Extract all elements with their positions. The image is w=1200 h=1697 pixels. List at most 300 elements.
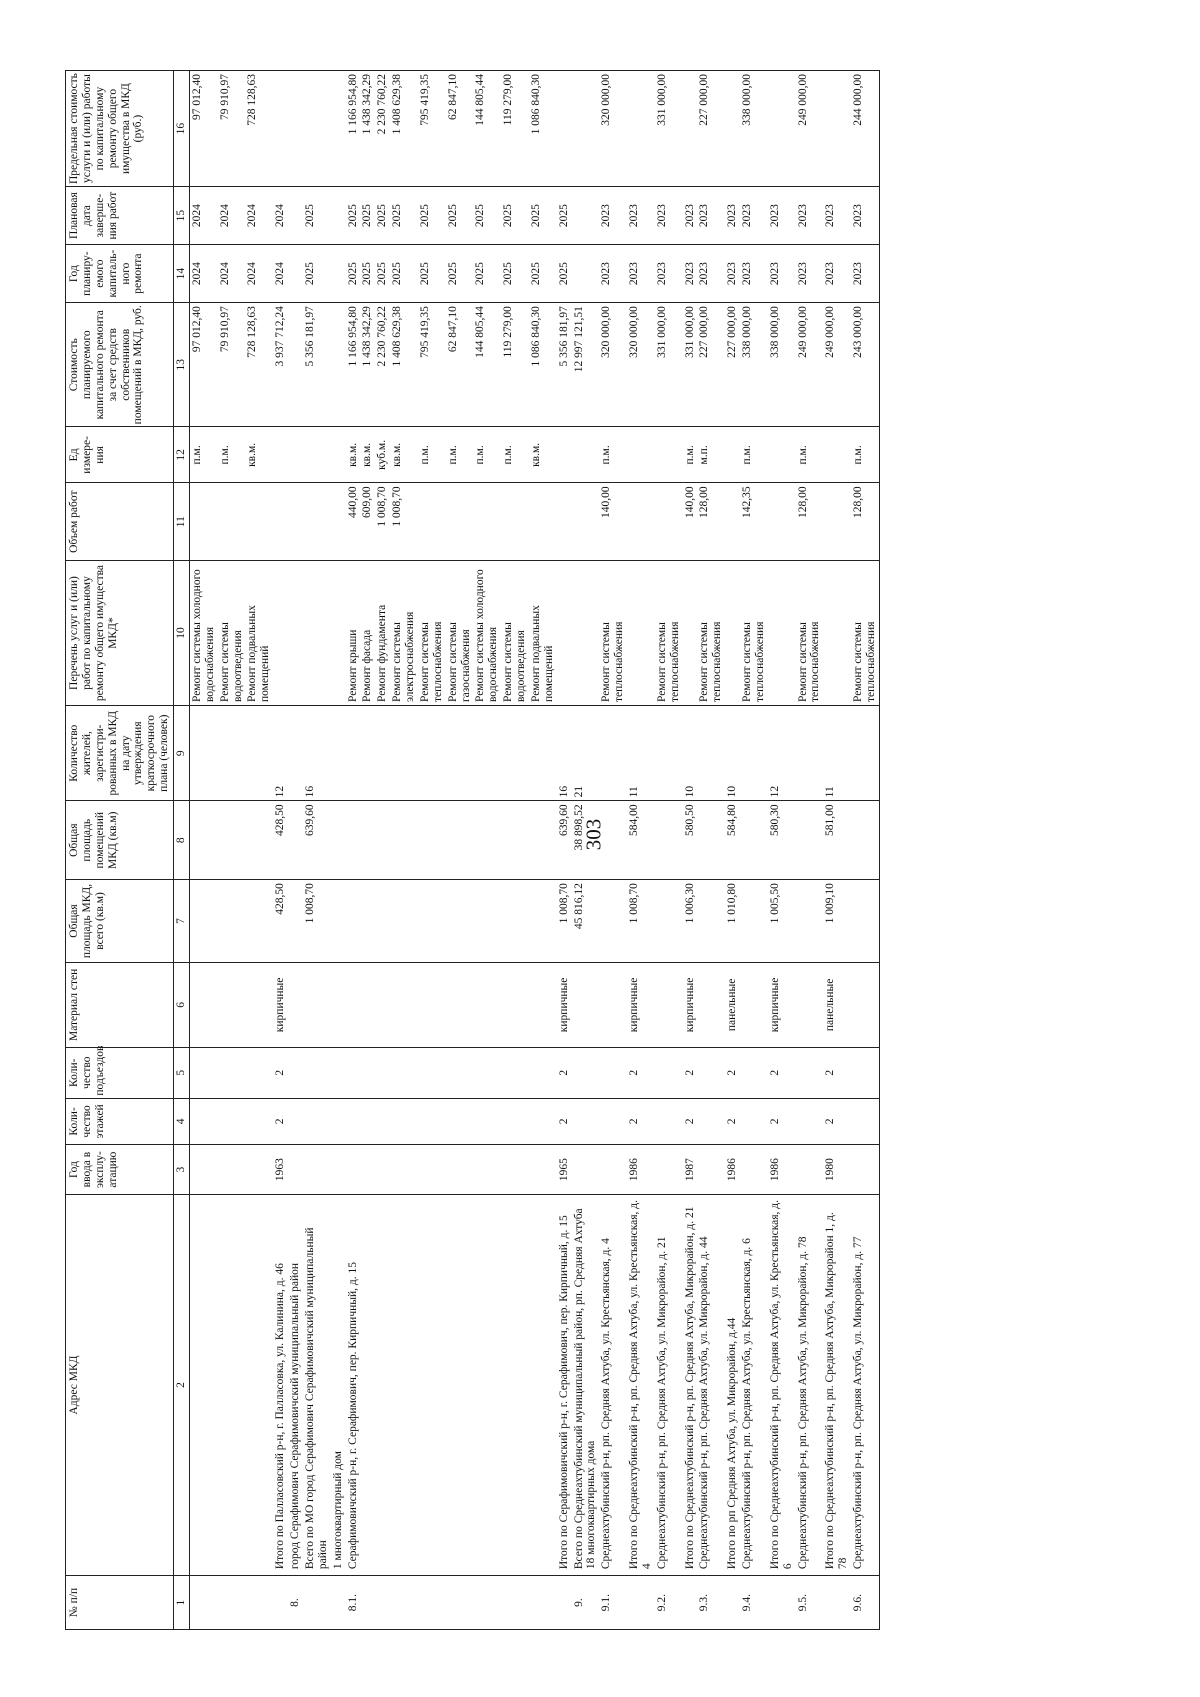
wall-material-cell	[572, 962, 600, 1047]
floors-cell	[390, 1098, 418, 1145]
premises-area-cell	[375, 801, 390, 880]
volume-cell: 140,00	[683, 483, 698, 561]
repair-year-cell: 2024	[189, 245, 217, 303]
row-number: 9.6.	[851, 1576, 879, 1630]
table-row	[572, 71, 600, 1630]
floors-cell	[529, 1098, 557, 1145]
address-cell: Всего по Среднеахтубинский муниципальный район, рп. Средняя Ахтуба 18 многоквартирных дома	[572, 1194, 600, 1575]
completion-date-cell: 2025	[346, 187, 361, 245]
address-cell: Среднеахтубинский р-н, рп. Средняя Ахтуба, ул. Микрорайон, д. 44	[697, 1194, 725, 1575]
row-number	[273, 1576, 288, 1630]
floors-cell	[288, 1098, 303, 1145]
work-type-cell	[627, 561, 655, 706]
completion-date-cell: 2023	[697, 187, 725, 245]
completion-date-cell	[331, 187, 346, 245]
table-row	[501, 71, 529, 1630]
premises-area-cell	[360, 801, 375, 880]
repair-year-cell: 2025	[346, 245, 361, 303]
commission-year-cell	[418, 1145, 446, 1195]
volume-cell	[572, 483, 600, 561]
floors-cell: 2	[823, 1098, 851, 1145]
column-number: 11	[174, 483, 190, 561]
unit-cell	[273, 427, 288, 483]
unit-cell: п.м.	[218, 427, 246, 483]
address-cell: Среднеахтубинский р-н, рп. Средняя Ахтуба, ул. Микрорайон, д. 77	[851, 1194, 879, 1575]
max-cost-cell	[725, 71, 740, 187]
table-row	[360, 71, 375, 1630]
completion-date-cell: 2025	[375, 187, 390, 245]
commission-year-cell: 1986	[768, 1145, 796, 1195]
entrances-cell: 2	[683, 1047, 698, 1098]
address-cell	[375, 1194, 390, 1575]
unit-cell: м.п.	[697, 427, 725, 483]
cost-cell: 249 000,00	[823, 303, 851, 427]
floors-cell	[346, 1098, 361, 1145]
entrances-cell	[655, 1047, 683, 1098]
completion-date-cell: 2023	[725, 187, 740, 245]
max-cost-cell	[768, 71, 796, 187]
completion-date-cell	[288, 187, 303, 245]
work-type-cell: Ремонт системы холодного водоснабжения	[189, 561, 217, 706]
table-row	[683, 71, 698, 1630]
completion-date-cell: 2023	[627, 187, 655, 245]
premises-area-cell	[473, 801, 501, 880]
residents-cell	[360, 706, 375, 801]
address-cell: Итого по Серафимовичский р-н, г. Серафимович, пер. Кирпичный, д. 15	[557, 1194, 572, 1575]
address-cell: город Серафимович Серафимовичский муниципальный район	[288, 1194, 303, 1575]
repair-year-cell: 2023	[655, 245, 683, 303]
table-row	[599, 71, 627, 1630]
residents-cell	[418, 706, 446, 801]
row-number: 9.3.	[697, 1576, 725, 1630]
unit-cell	[627, 427, 655, 483]
total-area-cell	[218, 880, 246, 963]
row-number	[683, 1576, 698, 1630]
cost-cell: 331 000,00	[655, 303, 683, 427]
address-cell	[390, 1194, 418, 1575]
work-type-cell: Ремонт системы теплоснабжения	[418, 561, 446, 706]
max-cost-cell: 1 166 954,80	[346, 71, 361, 187]
wall-material-cell	[851, 962, 879, 1047]
wall-material-cell	[390, 962, 418, 1047]
row-number	[768, 1576, 796, 1630]
repair-year-cell	[288, 245, 303, 303]
wall-material-cell	[446, 962, 474, 1047]
total-area-cell: 1 005,50	[768, 880, 796, 963]
repair-year-cell: 2024	[273, 245, 288, 303]
row-number	[473, 1576, 501, 1630]
floors-cell	[501, 1098, 529, 1145]
cost-cell: 243 000,00	[851, 303, 879, 427]
entrances-cell	[375, 1047, 390, 1098]
residents-cell: 11	[823, 706, 851, 801]
cost-cell: 795 419,35	[418, 303, 446, 427]
repair-year-cell: 2025	[501, 245, 529, 303]
cost-cell	[288, 303, 303, 427]
premises-area-cell	[288, 801, 303, 880]
table-row	[768, 71, 796, 1630]
premises-area-cell: 639,60	[303, 801, 331, 880]
row-number	[360, 1576, 375, 1630]
work-type-cell	[768, 561, 796, 706]
wall-material-cell	[529, 962, 557, 1047]
table-row	[851, 71, 879, 1630]
commission-year-cell: 1987	[683, 1145, 698, 1195]
residents-cell	[245, 706, 273, 801]
commission-year-cell: 1986	[725, 1145, 740, 1195]
table-row	[273, 71, 288, 1630]
unit-cell: п.м.	[851, 427, 879, 483]
max-cost-cell: 97 012,40	[189, 71, 217, 187]
commission-year-cell	[288, 1145, 303, 1195]
max-cost-cell: 338 000,00	[740, 71, 768, 187]
total-area-cell: 1 008,70	[627, 880, 655, 963]
floors-cell	[245, 1098, 273, 1145]
premises-area-cell	[655, 801, 683, 880]
residents-cell	[189, 706, 217, 801]
completion-date-cell: 2025	[360, 187, 375, 245]
table-row	[346, 71, 361, 1630]
commission-year-cell	[360, 1145, 375, 1195]
residents-cell	[331, 706, 346, 801]
column-number: 6	[174, 962, 190, 1047]
row-number: 9.5.	[796, 1576, 824, 1630]
max-cost-cell	[288, 71, 303, 187]
premises-area-cell: 581,00	[823, 801, 851, 880]
address-cell	[529, 1194, 557, 1575]
floors-cell	[599, 1098, 627, 1145]
unit-cell: п.м.	[740, 427, 768, 483]
volume-cell	[331, 483, 346, 561]
wall-material-cell: кирпичные	[557, 962, 572, 1047]
header-premises-area: Общая площадь помещений МКД (кв.м)	[66, 801, 174, 880]
repair-year-cell	[572, 245, 600, 303]
floors-cell	[655, 1098, 683, 1145]
floors-cell	[418, 1098, 446, 1145]
table-row	[740, 71, 768, 1630]
commission-year-cell	[501, 1145, 529, 1195]
entrances-cell	[446, 1047, 474, 1098]
repair-year-cell: 2025	[375, 245, 390, 303]
address-cell: 1 многоквартирный дом	[331, 1194, 346, 1575]
table-row	[557, 71, 572, 1630]
entrances-cell	[390, 1047, 418, 1098]
row-number	[390, 1576, 418, 1630]
commission-year-cell	[245, 1145, 273, 1195]
entrances-cell	[245, 1047, 273, 1098]
address-cell: Итого по Палласовский р-н, г. Палласовка, ул. Калинина, д. 46	[273, 1194, 288, 1575]
row-number: 9.	[572, 1576, 600, 1630]
premises-area-cell	[346, 801, 361, 880]
floors-cell	[851, 1098, 879, 1145]
commission-year-cell	[529, 1145, 557, 1195]
page-number: 303	[581, 818, 606, 851]
entrances-cell	[218, 1047, 246, 1098]
address-cell: Серафимовичский р-н, г. Серафимович, пер. Кирпичный, д. 15	[346, 1194, 361, 1575]
residents-cell	[375, 706, 390, 801]
row-number	[725, 1576, 740, 1630]
floors-cell: 2	[683, 1098, 698, 1145]
row-number	[245, 1576, 273, 1630]
repair-year-cell: 2023	[851, 245, 879, 303]
floors-cell	[303, 1098, 331, 1145]
residents-cell: 16	[557, 706, 572, 801]
max-cost-cell: 2 230 760,22	[375, 71, 390, 187]
column-number: 4	[174, 1098, 190, 1145]
column-number: 13	[174, 303, 190, 427]
repair-year-cell: 2023	[697, 245, 725, 303]
volume-cell	[446, 483, 474, 561]
cost-cell: 5 356 181,97	[303, 303, 331, 427]
completion-date-cell: 2025	[446, 187, 474, 245]
premises-area-cell: 428,50	[273, 801, 288, 880]
floors-cell: 2	[725, 1098, 740, 1145]
total-area-cell: 1 008,70	[557, 880, 572, 963]
commission-year-cell: 1986	[627, 1145, 655, 1195]
premises-area-cell	[851, 801, 879, 880]
residents-cell: 10	[725, 706, 740, 801]
cost-cell: 79 910,97	[218, 303, 246, 427]
floors-cell	[796, 1098, 824, 1145]
completion-date-cell: 2023	[823, 187, 851, 245]
wall-material-cell	[245, 962, 273, 1047]
premises-area-cell	[529, 801, 557, 880]
unit-cell: п.м.	[599, 427, 627, 483]
commission-year-cell: 1980	[823, 1145, 851, 1195]
column-number: 8	[174, 801, 190, 880]
commission-year-cell	[446, 1145, 474, 1195]
entrances-cell	[599, 1047, 627, 1098]
work-type-cell	[683, 561, 698, 706]
commission-year-cell	[473, 1145, 501, 1195]
table-row	[331, 71, 346, 1630]
volume-cell	[725, 483, 740, 561]
volume-cell	[768, 483, 796, 561]
column-number: 16	[174, 71, 190, 187]
total-area-cell	[473, 880, 501, 963]
completion-date-cell: 2023	[740, 187, 768, 245]
volume-cell: 1 008,70	[375, 483, 390, 561]
column-number: 1	[174, 1576, 190, 1630]
address-cell: Итого по рп Средняя Ахтуба, ул. Микрорайон, д.44	[725, 1194, 740, 1575]
floors-cell	[740, 1098, 768, 1145]
wall-material-cell	[218, 962, 246, 1047]
repair-year-cell	[331, 245, 346, 303]
residents-cell	[740, 706, 768, 801]
max-cost-cell	[572, 71, 600, 187]
completion-date-cell: 2024	[245, 187, 273, 245]
volume-cell	[823, 483, 851, 561]
total-area-cell	[446, 880, 474, 963]
premises-area-cell: 38 898,52	[572, 801, 600, 880]
entrances-cell	[501, 1047, 529, 1098]
cost-cell: 144 805,44	[473, 303, 501, 427]
completion-date-cell: 2025	[303, 187, 331, 245]
max-cost-cell: 795 419,35	[418, 71, 446, 187]
cost-cell: 1 166 954,80	[346, 303, 361, 427]
unit-cell: кв.м.	[346, 427, 361, 483]
unit-cell	[725, 427, 740, 483]
completion-date-cell: 2023	[768, 187, 796, 245]
repair-year-cell: 2025	[529, 245, 557, 303]
address-cell	[446, 1194, 474, 1575]
residents-cell	[796, 706, 824, 801]
total-area-cell	[245, 880, 273, 963]
work-type-cell	[572, 561, 600, 706]
entrances-cell	[189, 1047, 217, 1098]
column-number: 2	[174, 1194, 190, 1575]
work-type-cell: Ремонт фундамента	[375, 561, 390, 706]
wall-material-cell: панельные	[725, 962, 740, 1047]
work-type-cell: Ремонт подвальных помещений	[529, 561, 557, 706]
volume-cell: 128,00	[697, 483, 725, 561]
max-cost-cell: 1 438 342,29	[360, 71, 375, 187]
completion-date-cell: 2025	[501, 187, 529, 245]
volume-cell: 128,00	[796, 483, 824, 561]
completion-date-cell: 2025	[418, 187, 446, 245]
residents-cell	[851, 706, 879, 801]
table-row	[725, 71, 740, 1630]
cost-cell: 12 997 121,51	[572, 303, 600, 427]
table-row	[245, 71, 273, 1630]
entrances-cell: 2	[823, 1047, 851, 1098]
entrances-cell	[572, 1047, 600, 1098]
max-cost-cell	[303, 71, 331, 187]
column-number: 3	[174, 1145, 190, 1195]
total-area-cell	[418, 880, 446, 963]
wall-material-cell	[599, 962, 627, 1047]
header-number: № п/п	[66, 1576, 174, 1630]
table-row	[189, 71, 217, 1630]
repair-year-cell: 2023	[725, 245, 740, 303]
completion-date-cell: 2025	[529, 187, 557, 245]
register-sheet	[65, 70, 1140, 1630]
work-type-cell: Ремонт крыши	[346, 561, 361, 706]
column-number-row	[174, 71, 190, 1630]
cost-cell: 338 000,00	[740, 303, 768, 427]
total-area-cell	[529, 880, 557, 963]
column-number: 9	[174, 706, 190, 801]
row-number	[627, 1576, 655, 1630]
floors-cell	[189, 1098, 217, 1145]
repair-year-cell: 2024	[245, 245, 273, 303]
unit-cell	[288, 427, 303, 483]
unit-cell: п.м.	[501, 427, 529, 483]
table-row	[655, 71, 683, 1630]
total-area-cell	[360, 880, 375, 963]
address-cell: Всего по МО город Серафимович Серафимовичский муниципальный район	[303, 1194, 331, 1575]
work-type-cell: Ремонт системы газоснабжения	[446, 561, 474, 706]
cost-cell: 320 000,00	[599, 303, 627, 427]
floors-cell	[360, 1098, 375, 1145]
cost-cell: 227 000,00	[697, 303, 725, 427]
premises-area-cell	[390, 801, 418, 880]
residents-cell	[529, 706, 557, 801]
max-cost-cell	[331, 71, 346, 187]
completion-date-cell: 2025	[557, 187, 572, 245]
volume-cell	[501, 483, 529, 561]
premises-area-cell: 584,80	[725, 801, 740, 880]
wall-material-cell: кирпичные	[273, 962, 288, 1047]
total-area-cell	[796, 880, 824, 963]
completion-date-cell: 2025	[390, 187, 418, 245]
max-cost-cell: 62 847,10	[446, 71, 474, 187]
row-number: 9.2.	[655, 1576, 683, 1630]
premises-area-cell	[697, 801, 725, 880]
commission-year-cell	[375, 1145, 390, 1195]
work-type-cell: Ремонт системы теплоснабжения	[796, 561, 824, 706]
premises-area-cell	[501, 801, 529, 880]
address-cell	[245, 1194, 273, 1575]
unit-cell: п.м.	[683, 427, 698, 483]
residents-cell	[218, 706, 246, 801]
premises-area-cell: 580,30	[768, 801, 796, 880]
unit-cell: кв.м.	[360, 427, 375, 483]
repair-year-cell: 2025	[473, 245, 501, 303]
entrances-cell	[346, 1047, 361, 1098]
commission-year-cell	[572, 1145, 600, 1195]
total-area-cell	[851, 880, 879, 963]
entrances-cell: 2	[725, 1047, 740, 1098]
repair-year-cell: 2025	[303, 245, 331, 303]
max-cost-cell	[683, 71, 698, 187]
unit-cell: куб.м.	[375, 427, 390, 483]
completion-date-cell: 2023	[851, 187, 879, 245]
work-type-cell: Ремонт системы холодного водоснабжения	[473, 561, 501, 706]
max-cost-cell	[627, 71, 655, 187]
total-area-cell	[501, 880, 529, 963]
table-row	[390, 71, 418, 1630]
address-cell	[218, 1194, 246, 1575]
floors-cell: 2	[768, 1098, 796, 1145]
row-number	[823, 1576, 851, 1630]
address-cell	[360, 1194, 375, 1575]
cost-cell: 62 847,10	[446, 303, 474, 427]
floors-cell: 2	[273, 1098, 288, 1145]
header-address: Адрес МКД	[66, 1194, 174, 1575]
work-type-cell: Ремонт системы теплоснабжения	[599, 561, 627, 706]
repair-year-cell: 2023	[599, 245, 627, 303]
completion-date-cell: 2025	[473, 187, 501, 245]
completion-date-cell: 2023	[599, 187, 627, 245]
residents-cell	[390, 706, 418, 801]
max-cost-cell	[273, 71, 288, 187]
total-area-cell	[288, 880, 303, 963]
residents-cell: 11	[627, 706, 655, 801]
premises-area-cell: 639,60	[557, 801, 572, 880]
unit-cell	[823, 427, 851, 483]
commission-year-cell: 1963	[273, 1145, 288, 1195]
cost-cell: 3 937 712,24	[273, 303, 288, 427]
residents-cell: 12	[273, 706, 288, 801]
repair-year-cell: 2023	[683, 245, 698, 303]
commission-year-cell: 1965	[557, 1145, 572, 1195]
unit-cell	[768, 427, 796, 483]
wall-material-cell: кирпичные	[683, 962, 698, 1047]
header-wall-material: Материал стен	[66, 962, 174, 1047]
address-cell: Среднеахтубинский р-н, рп. Средняя Ахтуба, ул. Крестьянская, д. 6	[740, 1194, 768, 1575]
repair-year-cell: 2023	[823, 245, 851, 303]
residents-cell	[446, 706, 474, 801]
work-type-cell: Ремонт системы теплоснабжения	[655, 561, 683, 706]
floors-cell	[331, 1098, 346, 1145]
table-row	[303, 71, 331, 1630]
address-cell	[473, 1194, 501, 1575]
commission-year-cell	[697, 1145, 725, 1195]
header-floors: Коли-чество этажей	[66, 1098, 174, 1145]
wall-material-cell	[303, 962, 331, 1047]
repair-year-cell: 2024	[218, 245, 246, 303]
